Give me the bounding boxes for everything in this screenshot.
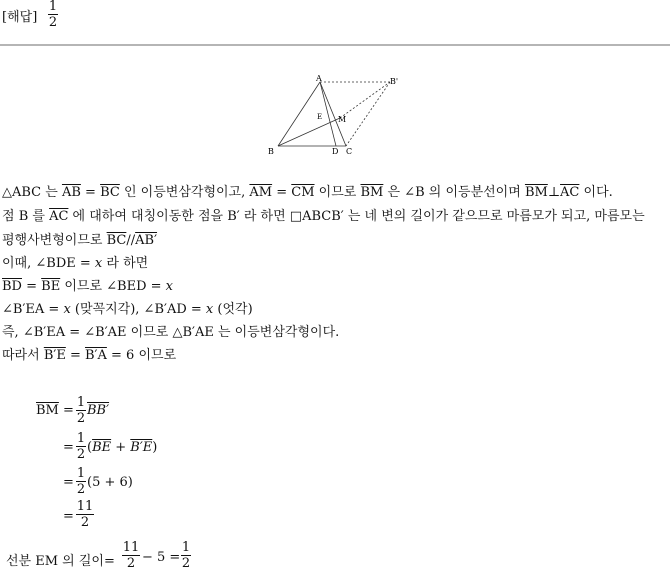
explanation-line-6: ∠B′EA = x (맞꼭지각), ∠B′AD = x (엇각) [2,302,253,317]
label-d: D [332,147,339,156]
label-m: M [338,115,347,124]
explanation-line-5: $\overline{BD} = \overline{BE}$ 이므로 ∠BED = x [2,279,174,294]
derivation-frac-1: 1 2 [76,395,86,426]
final-minus-text: − 5 = [142,550,181,565]
explanation-line-2: 점 B 를 $\overline{AC}$ 에 대하여 대칭이동한 점을 B′ 라 하면 □ABCB′ 는 네 변의 길이가 같으므로 마름모가 되고, 마름모는 [2,209,645,224]
label-e: E [317,113,323,121]
explanation-line-4: 이때, ∠BDE = x 라 하면 [2,256,149,271]
rhombus-figure [262,70,412,158]
derivation-frac-3: 1 2 [76,466,86,497]
label-b: B [268,147,274,156]
derivation-row-1-rest: BB′ [87,403,110,418]
final-answer-text: 선분 EM 의 길이= [6,554,115,569]
derivation-lhs: $\overline{BM}$ [36,403,59,418]
derivation-row-3-rest: (5 + 6) [87,475,133,490]
answer-header-label: [해답] [2,10,38,25]
header-divider [0,44,670,46]
derivation-eq-4: = [63,509,74,524]
derivation-eq-2: = [63,440,74,455]
derivation-frac-2: 1 2 [76,431,86,462]
answer-numerator: 1 [48,0,58,14]
derivation-row-2-rest: $(\overline{BE} + B'E)$ [87,440,158,455]
derivation-frac-4: 11 2 [76,499,94,530]
label-c: C [346,147,353,156]
label-b-prime: B' [390,77,399,86]
label-a: A [316,74,322,83]
derivation-eq-3: = [63,475,74,490]
explanation-line-3: 평행사변형이므로 $\overline{BC}//AB'$ [2,233,158,248]
derivation-eq-1: = [63,403,74,418]
final-frac-1: 11 2 [122,540,140,571]
answer-fraction [48,0,58,29]
explanation-line-8: 따라서 B′E = B′A = 6 이므로 [2,348,177,363]
explanation-line-1: △ABC 는 $\overline{AB} = \overline{BC}$ 인 이등변삼각형이고, $\overline{AM} = \overline{CM}$ 이므로 $\overline{BM}$ 은 ∠B 의 이등분선이며 $\overline{BM}\perp\overline{AC}$ 이다. [2,185,613,200]
final-frac-2: 1 2 [181,540,191,571]
explanation-line-7: 즉, ∠B′EA = ∠B′AE 이므로 △B′AE 는 이등변삼각형이다. [2,325,340,340]
answer-denominator: 2 [48,15,58,30]
